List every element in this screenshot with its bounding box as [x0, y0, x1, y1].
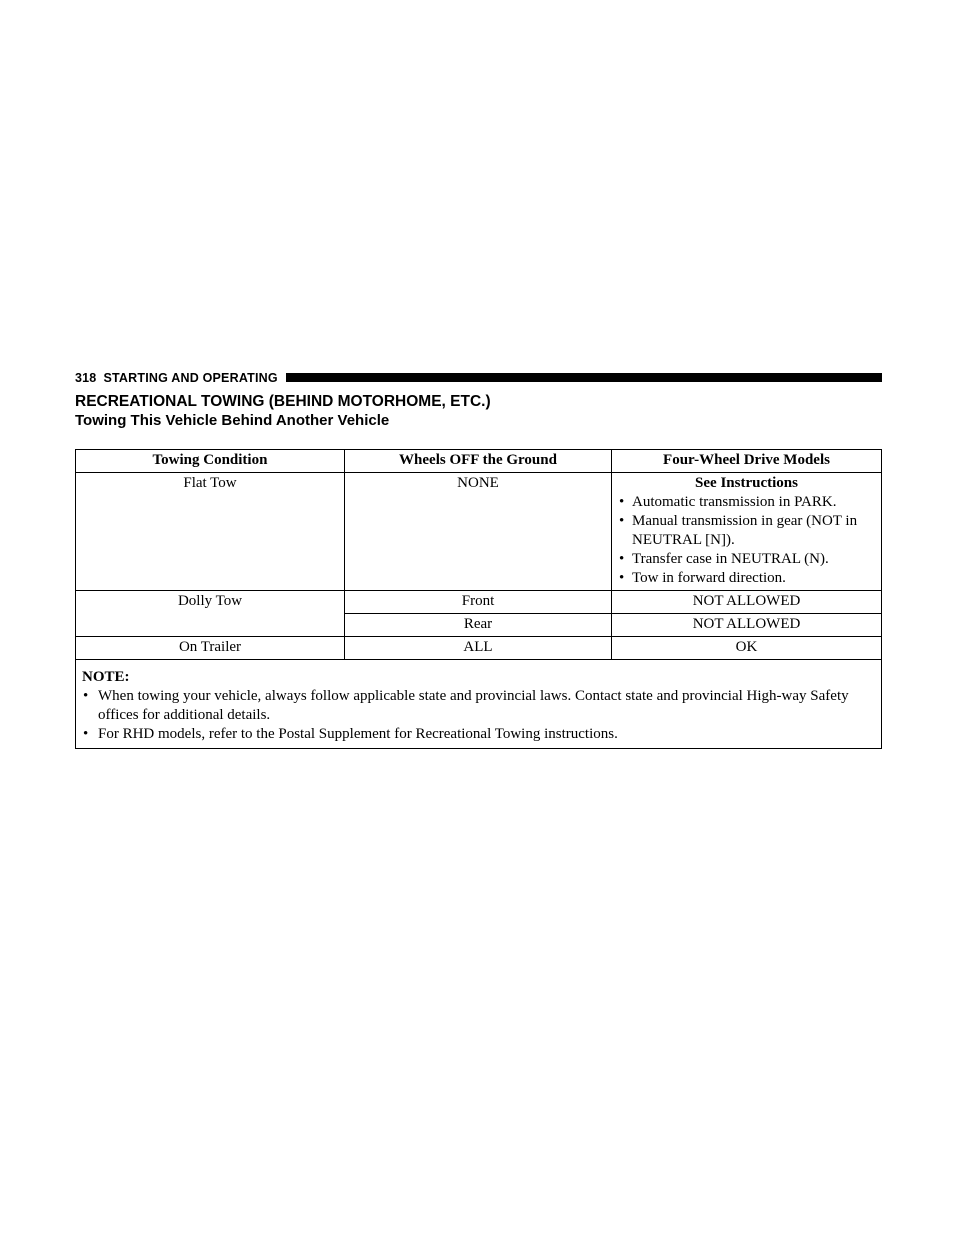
cell-wheels: NONE — [345, 473, 612, 591]
cell-wheels: ALL — [345, 637, 612, 660]
table-row-dolly-front — [76, 591, 882, 614]
towing-table — [75, 449, 882, 749]
cell-condition: Dolly Tow — [76, 591, 345, 637]
header-rule — [286, 373, 882, 382]
note-list — [82, 687, 877, 744]
cell-wheels: Front — [345, 591, 612, 614]
note-cell — [76, 660, 882, 749]
list-item: • Transfer case in NEUTRAL (N). — [616, 550, 877, 569]
page-header — [75, 369, 882, 386]
column-header-condition: Towing Condition — [76, 450, 345, 473]
cell-result: NOT ALLOWED — [612, 591, 882, 614]
column-header-4wd: Four-Wheel Drive Models — [612, 450, 882, 473]
page-number: 318 — [75, 370, 97, 385]
cell-instructions — [612, 473, 882, 591]
instructions-list — [616, 493, 877, 588]
instructions-heading: See Instructions — [695, 475, 798, 491]
cell-result: OK — [612, 637, 882, 660]
list-item: • Tow in forward direction. — [616, 569, 877, 588]
cell-condition: On Trailer — [76, 637, 345, 660]
table-row-on-trailer — [76, 637, 882, 660]
page-subtitle: Towing This Vehicle Behind Another Vehicle — [75, 412, 390, 429]
cell-result: NOT ALLOWED — [612, 614, 882, 637]
list-item: • Manual transmission in gear (NOT in NEUTRAL [N]). — [616, 512, 877, 550]
column-header-wheels: Wheels OFF the Ground — [345, 450, 612, 473]
cell-wheels: Rear — [345, 614, 612, 637]
list-item: • For RHD models, refer to the Postal Supplement for Recreational Towing instructions. — [82, 725, 877, 744]
list-item: • Automatic transmission in PARK. — [616, 493, 877, 512]
table-header-row — [76, 450, 882, 473]
table-row-note — [76, 660, 882, 749]
cell-condition: Flat Tow — [76, 473, 345, 591]
page-title: RECREATIONAL TOWING (BEHIND MOTORHOME, ETC.) — [75, 393, 491, 410]
list-item: • When towing your vehicle, always follow applicable state and provincial laws. Contact state and provincial High-way Safety offices for additional details. — [82, 687, 877, 725]
section-title: STARTING AND OPERATING — [103, 370, 278, 385]
note-label: NOTE: — [82, 669, 130, 685]
table-row-flat-tow — [76, 473, 882, 591]
